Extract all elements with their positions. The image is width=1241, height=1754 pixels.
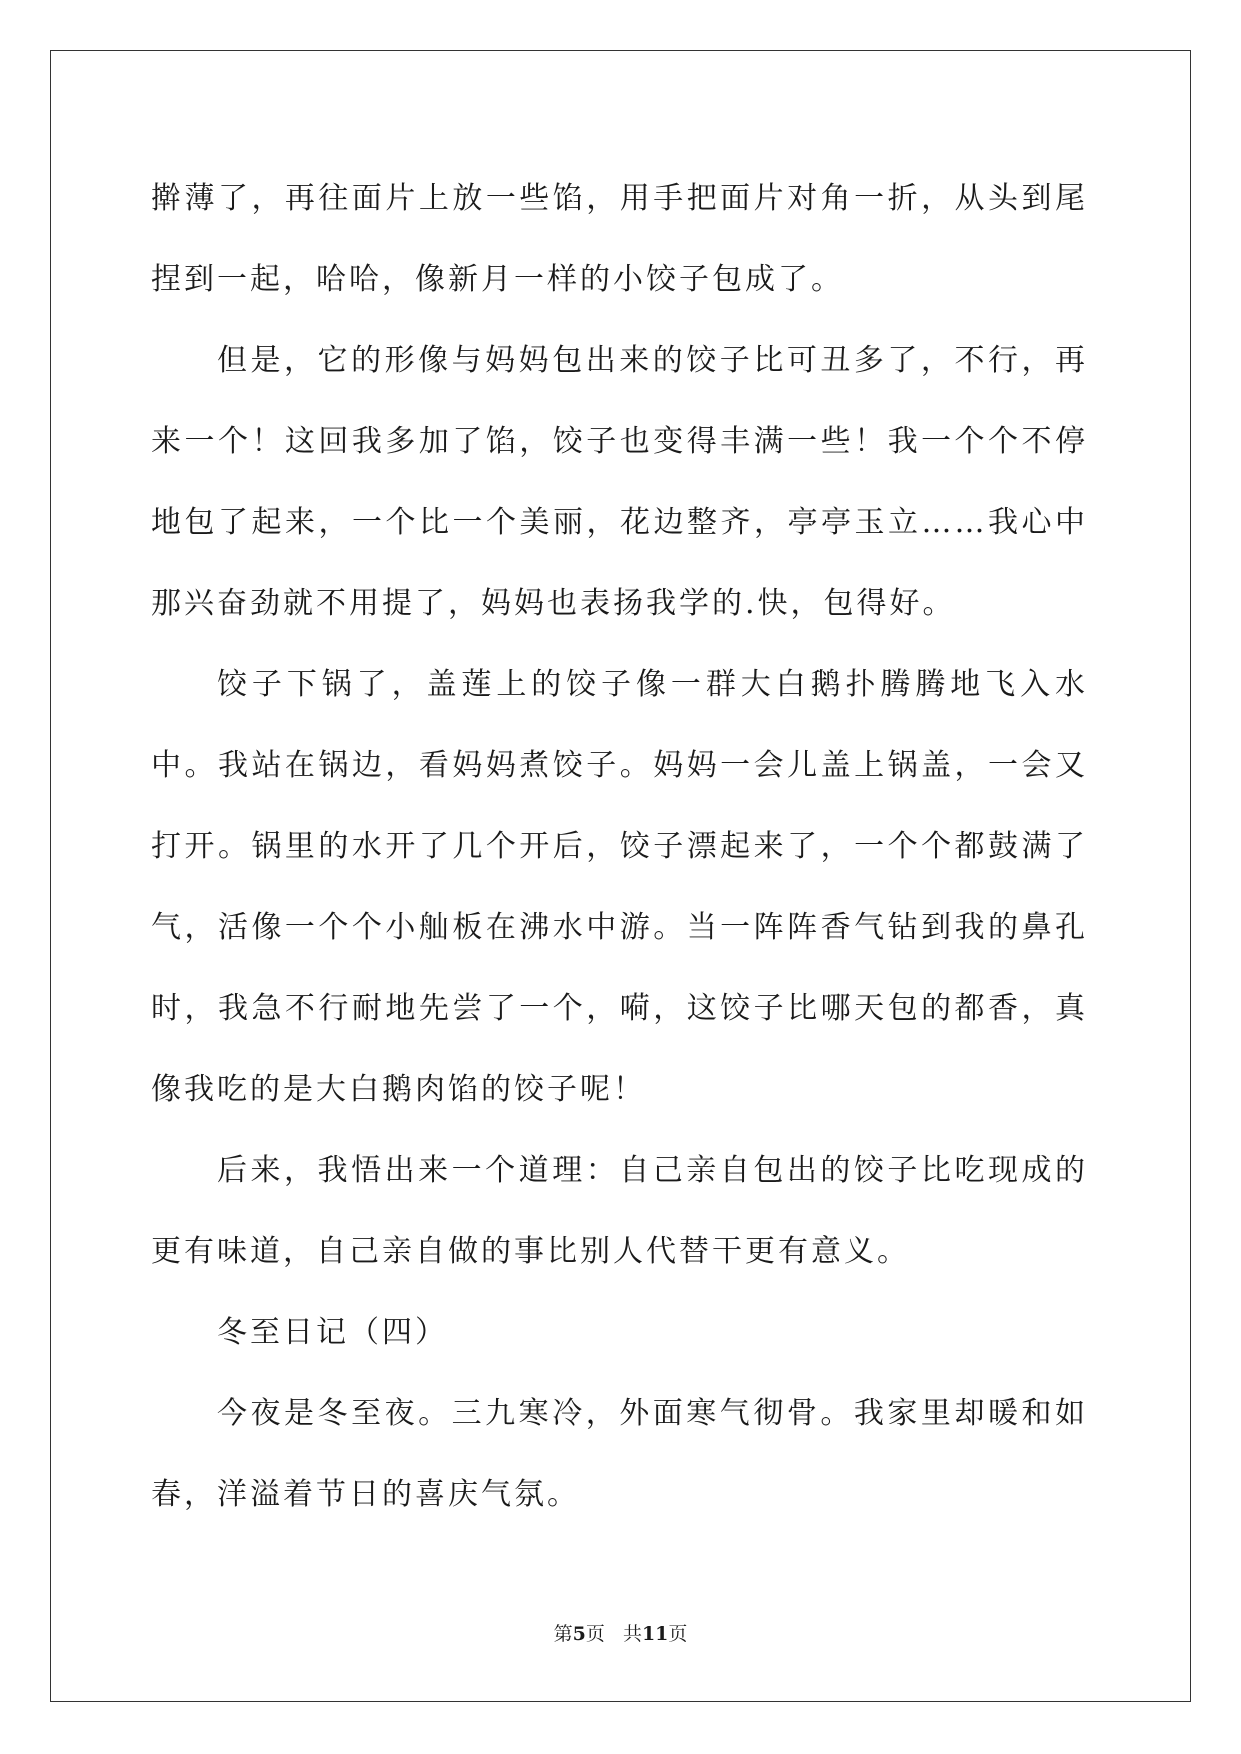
page-footer [0, 1619, 1241, 1646]
footer-suffix: 页 [668, 1623, 688, 1645]
paragraph: 今夜是冬至夜。三九寒冷，外面寒气彻骨。我家里却暖和如春，洋溢着节日的喜庆气氛。 [151, 1396, 1088, 1512]
footer-prefix: 第 [553, 1623, 573, 1645]
paragraph: 但是，它的形像与妈妈包出来的饺子比可丑多了，不行，再来一个！这回我多加了馅，饺子也变得丰满一些！我一个个不停地包了起来，一个比一个美丽，花边整齐，亭亭玉立……我心中那兴奋劲就不用提了，妈妈也表扬我学的.快，包得好。 [151, 343, 1088, 621]
footer-middle: 页 共 [585, 1623, 642, 1645]
section-heading: 冬至日记（四） [217, 1315, 448, 1350]
paragraph: 后来，我悟出来一个道理：自己亲自包出的饺子比吃现成的更有味道，自己亲自做的事比别人代替干更有意义。 [151, 1153, 1088, 1269]
document-body [151, 158, 1088, 1535]
paragraph: 饺子下锅了，盖莲上的饺子像一群大白鹅扑腾腾地飞入水中。我站在锅边，看妈妈煮饺子。妈妈一会儿盖上锅盖，一会又打开。锅里的水开了几个开后，饺子漂起来了，一个个都鼓满了气，活像一个个小舢板在沸水中游。当一阵阵香气钻到我的鼻孔时，我急不行耐地先尝了一个，嗬，这饺子比哪天包的都香，真像我吃的是大白鹅肉馅的饺子呢！ [151, 667, 1088, 1107]
current-page-number: 5 [572, 1623, 586, 1645]
paragraph-continued: 擀薄了，再往面片上放一些馅，用手把面片对角一折，从头到尾捏到一起，哈哈，像新月一样的小饺子包成了。 [151, 181, 1088, 297]
total-pages-number: 11 [641, 1623, 669, 1645]
